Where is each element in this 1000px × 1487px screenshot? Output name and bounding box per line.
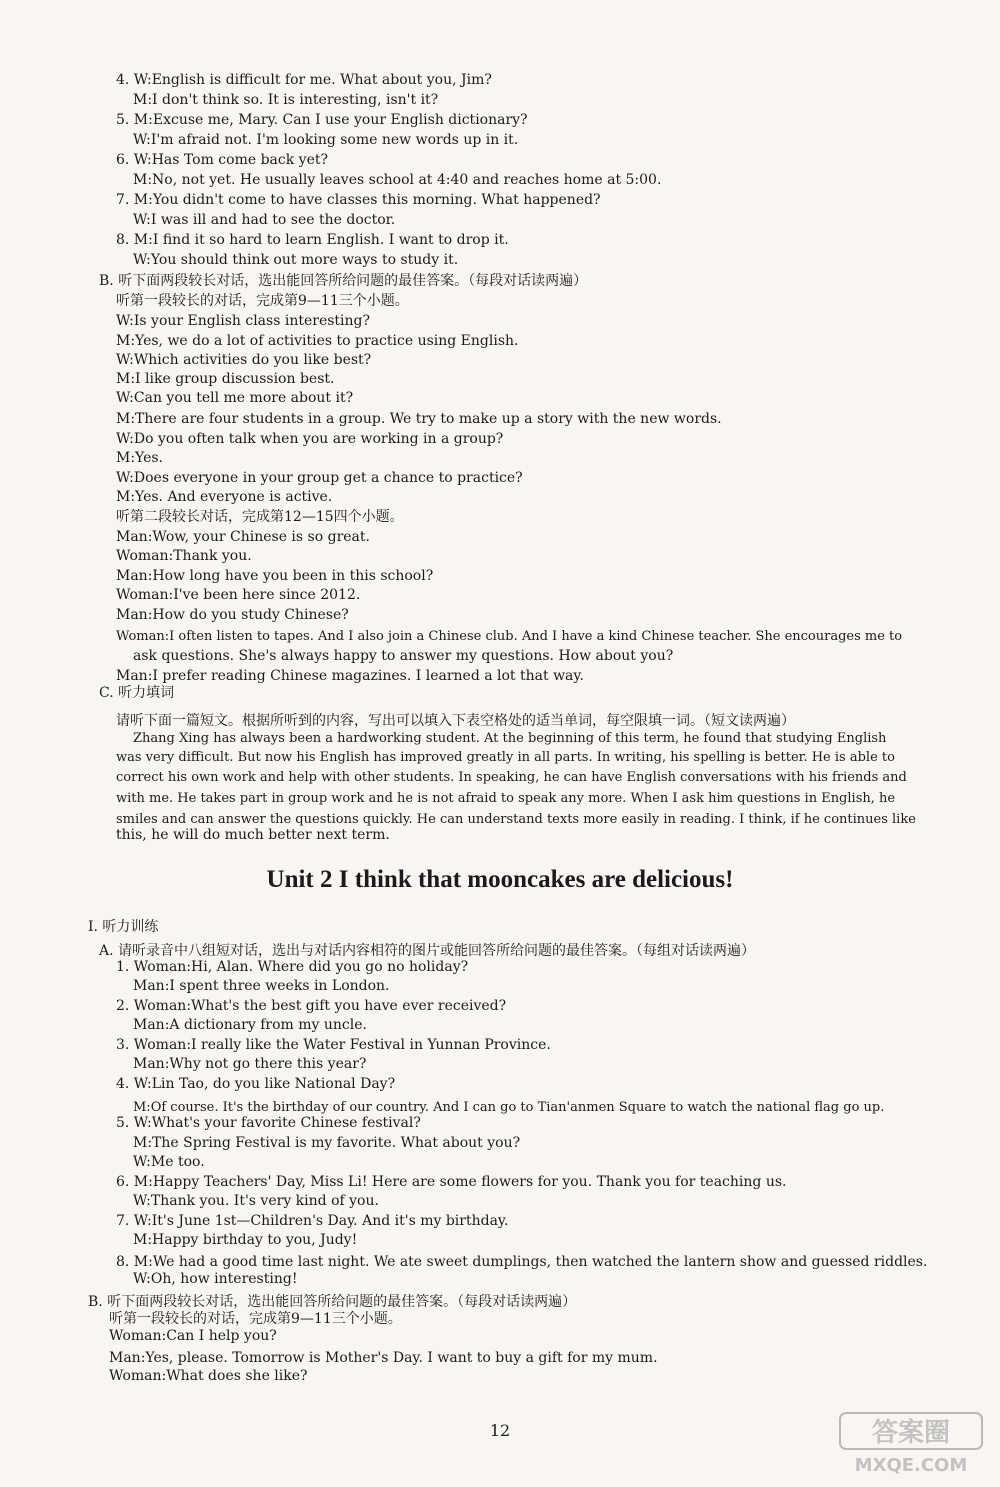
text-line: M:The Spring Festival is my favorite. What about you? bbox=[133, 1135, 521, 1151]
text-line: Woman:Can I help you? bbox=[109, 1328, 277, 1344]
text-line: Woman:What does she like? bbox=[109, 1368, 308, 1384]
section-heading: B. 听下面两段较长对话，选出能回答所给问题的最佳答案。（每段对话读两遍） bbox=[99, 273, 588, 289]
text-line: 听第一段较长的对话，完成第9—11三个小题。 bbox=[116, 293, 409, 309]
paragraph-line: correct his own work and help with other students. In speaking, he can have English conversations with his friends and bbox=[116, 770, 907, 785]
text-line: ask questions. She's always happy to answer my questions. How about you? bbox=[133, 648, 674, 664]
paragraph-line: this, he will do much better next term. bbox=[116, 827, 390, 843]
text-line: Man:I prefer reading Chinese magazines. I learned a lot that way. bbox=[116, 668, 584, 684]
text-line: M:Yes, we do a lot of activities to practice using English. bbox=[116, 333, 519, 349]
text-line: 4. W:Lin Tao, do you like National Day? bbox=[116, 1076, 396, 1092]
text-line: M:Happy birthday to you, Judy! bbox=[133, 1232, 358, 1248]
text-line: W:Oh, how interesting! bbox=[133, 1271, 298, 1287]
text-line: W:Does everyone in your group get a chance to practice? bbox=[116, 470, 523, 486]
section-heading: Ⅰ. 听力训练 bbox=[88, 919, 159, 935]
text-line: 3. Woman:I really like the Water Festival in Yunnan Province. bbox=[116, 1037, 551, 1053]
text-line: 听第一段较长的对话，完成第9—11三个小题。 bbox=[109, 1311, 402, 1327]
text-line: M:No, not yet. He usually leaves school at 4:40 and reaches home at 5:00. bbox=[133, 172, 662, 188]
text-line: 听第二段较长对话，完成第12—15四个小题。 bbox=[116, 509, 404, 525]
text-line: Man:How do you study Chinese? bbox=[116, 607, 349, 623]
text-line: W:Is your English class interesting? bbox=[116, 313, 370, 329]
watermark-bottom-text: MXQE.COM bbox=[854, 1455, 968, 1476]
text-line: M:Yes. bbox=[116, 450, 163, 466]
text-line: W:Can you tell me more about it? bbox=[116, 390, 354, 406]
text-line: W:Thank you. It's very kind of you. bbox=[133, 1193, 379, 1209]
text-line: M:Yes. And everyone is active. bbox=[116, 489, 333, 505]
text-line: Man:Wow, your Chinese is so great. bbox=[116, 529, 370, 545]
paragraph-line: smiles and can answer the questions quickly. He can understand texts more easily in reading. I think, if he continues like bbox=[116, 812, 916, 827]
text-line: Man:How long have you been in this school? bbox=[116, 568, 434, 584]
text-line: M:There are four students in a group. We try to make up a story with the new words. bbox=[116, 411, 722, 427]
text-line: 8. M:I find it so hard to learn English. I want to drop it. bbox=[116, 232, 509, 248]
text-line: 7. W:It's June 1st—Children's Day. And it's my birthday. bbox=[116, 1213, 509, 1229]
text-line: W:You should think out more ways to study it. bbox=[133, 252, 459, 268]
text-line: 2. Woman:What's the best gift you have ever received? bbox=[116, 998, 507, 1014]
text-line: 6. W:Has Tom come back yet? bbox=[116, 152, 328, 168]
text-line: 请听下面一篇短文。根据所听到的内容，写出可以填入下表空格处的适当单词，每空限填一词。（短文读两遍） bbox=[116, 713, 795, 729]
text-line: Woman:Thank you. bbox=[116, 548, 252, 564]
text-line: 8. M:We had a good time last night. We ate sweet dumplings, then watched the lantern show and guessed riddles. bbox=[116, 1254, 928, 1270]
unit-title: Unit 2 I think that mooncakes are delicious! bbox=[266, 866, 734, 893]
text-line: M:I don't think so. It is interesting, isn't it? bbox=[133, 92, 439, 108]
text-line: M:I like group discussion best. bbox=[116, 371, 335, 387]
text-line: Man:I spent three weeks in London. bbox=[133, 978, 390, 994]
text-line: 6. M:Happy Teachers' Day, Miss Li! Here are some flowers for you. Thank you for teaching us. bbox=[116, 1174, 787, 1190]
section-heading: B. 听下面两段较长对话，选出能回答所给问题的最佳答案。（每段对话读两遍） bbox=[88, 1294, 577, 1310]
paragraph-line: Zhang Xing has always been a hardworking student. At the beginning of this term, he found that studying English bbox=[133, 731, 887, 746]
section-heading: C. 听力填词 bbox=[99, 685, 175, 701]
text-line: 5. W:What's your favorite Chinese festival? bbox=[116, 1115, 421, 1131]
text-line: 4. W:English is difficult for me. What about you, Jim? bbox=[116, 72, 492, 88]
text-line: Man:Why not go there this year? bbox=[133, 1056, 367, 1072]
text-line: Man:A dictionary from my uncle. bbox=[133, 1017, 367, 1033]
section-heading: A. 请听录音中八组短对话，选出与对话内容相符的图片或能回答所给问题的最佳答案。（每组对话读两遍） bbox=[99, 943, 756, 959]
text-line: W:I was ill and had to see the doctor. bbox=[133, 212, 396, 228]
watermark-top-text: 答案圈 bbox=[871, 1418, 951, 1448]
text-line: W:Do you often talk when you are working in a group? bbox=[116, 431, 504, 447]
paragraph-line: was very difficult. But now his English has improved greatly in all parts. In writing, his spelling is better. He is able to bbox=[116, 750, 895, 765]
text-line: Woman:I've been here since 2012. bbox=[116, 587, 361, 603]
text-line: W:Which activities do you like best? bbox=[116, 352, 372, 368]
page-number: 12 bbox=[489, 1421, 511, 1440]
text-line: 5. M:Excuse me, Mary. Can I use your English dictionary? bbox=[116, 112, 528, 128]
text-line: Man:Yes, please. Tomorrow is Mother's Day. I want to buy a gift for my mum. bbox=[109, 1350, 658, 1366]
text-line: 1. Woman:Hi, Alan. Where did you go no holiday? bbox=[116, 959, 469, 975]
text-line: W:Me too. bbox=[133, 1154, 205, 1170]
text-line: M:Of course. It's the birthday of our country. And I can go to Tian'anmen Square to watch the national flag go up. bbox=[133, 1100, 885, 1115]
text-line: W:I'm afraid not. I'm looking some new words up in it. bbox=[133, 132, 519, 148]
text-line: 7. M:You didn't come to have classes this morning. What happened? bbox=[116, 192, 601, 208]
text-line: Woman:I often listen to tapes. And I also join a Chinese club. And I have a kind Chinese teacher. She encourages me to bbox=[116, 629, 903, 644]
paragraph-line: with me. He takes part in group work and he is not afraid to speak any more. When I ask him questions in English, he bbox=[116, 791, 896, 806]
watermark-logo bbox=[836, 1409, 986, 1479]
